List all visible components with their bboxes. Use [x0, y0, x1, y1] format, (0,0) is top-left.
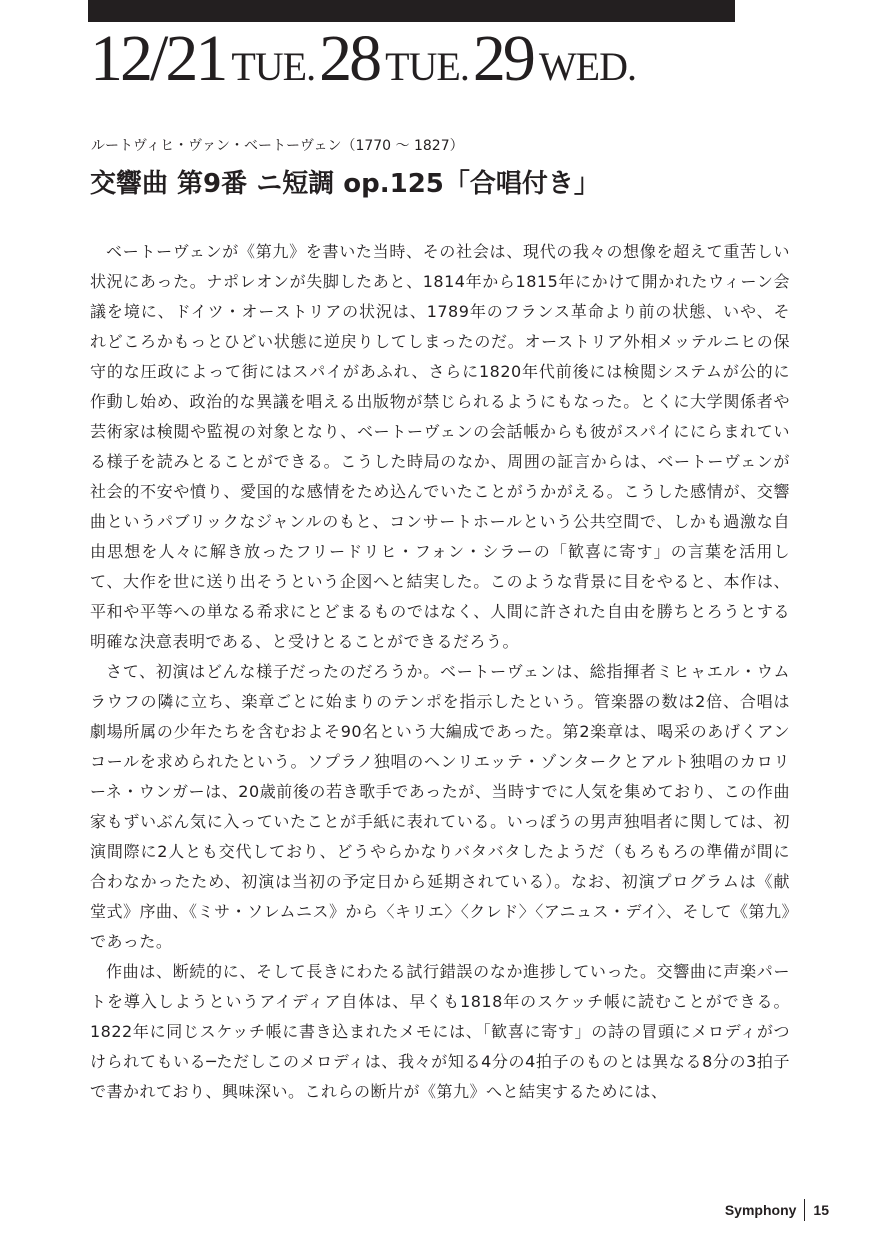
date-weekday: WED. — [538, 44, 636, 89]
paragraph: 作曲は、断続的に、そして長きにわたる試行錯誤のなか進捗していった。交響曲に声楽パートを導入しようというアイディア自体は、早くも1818年のスケッチ帳に読むことができる。1822年に同じスケッチ帳に書き込まれたメモには、「歓喜に寄す」の詩の冒頭にメロディがつけられてもいる─ただしこのメロディは、我々が知る4分の4拍子のものとは異なる8分の3拍子で書かれており、興味深い。これらの断片が《第九》へと結実するためには、 — [90, 962, 790, 1101]
publication-label: Symphony — [724, 1202, 797, 1218]
page-footer — [725, 1199, 829, 1221]
date-number: 12/21 — [90, 22, 226, 95]
footer-divider — [804, 1199, 805, 1221]
paragraph: さて、初演はどんな様子だったのだろうか。ベートーヴェンは、総指揮者ミヒャエル・ウムラウフの隣に立ち、楽章ごとに始まりのテンポを指示したという。管楽器の数は2倍、合唱は劇場所属の少年たちを含むおよそ90名という大編成であった。第2楽章は、喝采のあげくアンコールを求められたという。ソプラノ独唱のヘンリエッテ・ゾンタークとアルト独唱のカロリーネ・ウンガーは、20歳前後の若き歌手であったが、当時すでに人気を集めており、この作曲家もずいぶん気に入っていたことが手紙に表れている。いっぽうの男声独唱者に関しては、初演間際に2人とも交代しており、どうやらかなりバタバタしたようだ（もろもろの準備が間に合わなかったため、初演は当初の予定日から延期されている）。なお、初演プログラムは《献堂式》序曲、《ミサ・ソレムニス》から〈キリエ〉〈クレド〉〈アニュス・デイ〉、そして《第九》であった。 — [90, 662, 791, 951]
date-weekday: TUE. — [385, 44, 469, 89]
performance-dates — [90, 24, 640, 94]
paragraph: ベートーヴェンが《第九》を書いた当時、その社会は、現代の我々の想像を超えて重苦しい状況にあった。ナポレオンが失脚したあと、1814年から1815年にかけて開かれたウィーン会議を境に、ドイツ・オーストリアの状況は、1789年のフランス革命より前の状態、いや、それどころかもっとひどい状態に逆戻りしてしまったのだ。オーストリア外相メッテルニヒの保守的な圧政によって街にはスパイがあふれ、さらに1820年代前後には検閲システムが公的に作動し始め、政治的な異議を唱える出版物が禁じられるようにもなった。とくに大学関係者や芸術家は検閲や監視の対象となり、ベートーヴェンの会話帳からも彼がスパイににらまれている様子を読みとることができる。こうした時局のなか、周囲の証言からは、ベートーヴェンが社会的不安や憤り、愛国的な感情をため込んでいたことがうかがえる。こうした感情が、交響曲というパブリックなジャンルのもと、コンサートホールという公共空間で、しかも過激な自由思想を人々に解き放ったフリードリヒ・フォン・シラーの「歓喜に寄す」の言葉を活用して、大作を世に送り出そうという企図へと結実した。このような背景に目をやると、本作は、平和や平等への単なる希求にとどまるものではなく、人間に許された自由を勝ちとろうとする明確な決意表明である、と受けとることができるだろう。 — [90, 242, 790, 651]
date-number: 29 — [472, 22, 533, 95]
composer-name: ルートヴィヒ・ヴァン・ベートーヴェン（1770 ～ 1827） — [91, 138, 464, 154]
date-number: 28 — [319, 22, 380, 95]
program-notes — [90, 237, 790, 1107]
work-title: 交響曲 第9番 ニ短調 op.125「合唱付き」 — [90, 169, 600, 199]
top-black-bar — [88, 0, 735, 22]
date-weekday: TUE. — [231, 44, 316, 89]
page-number: 15 — [813, 1202, 829, 1218]
